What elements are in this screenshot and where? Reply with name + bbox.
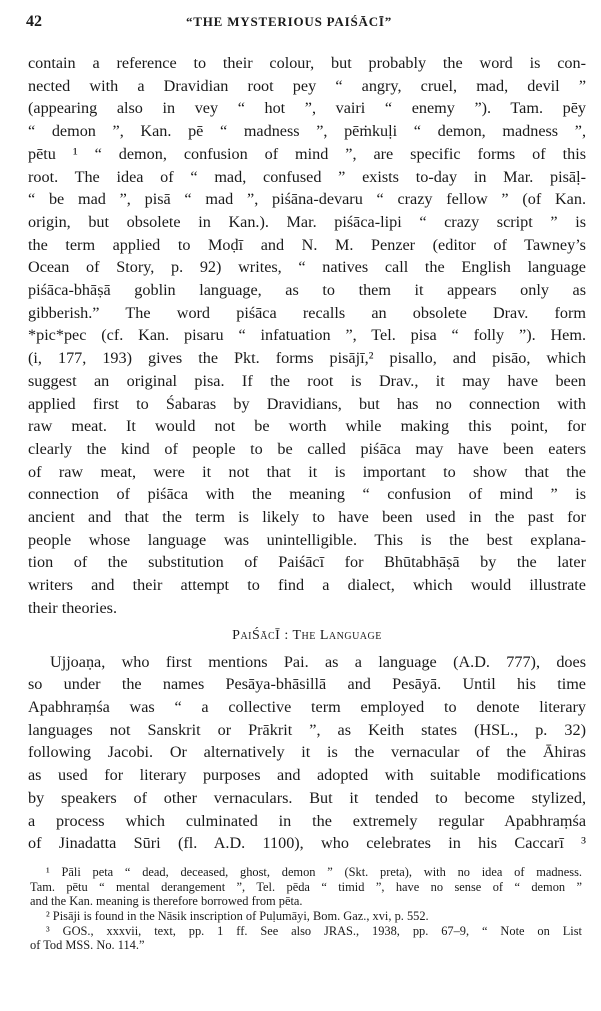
footnote-line: of Tod MSS. No. 114.”: [30, 938, 145, 953]
text-line: tion of the substitution of Paiśācī for Bhūtabhāṣā by the later: [28, 553, 586, 572]
text-line: by speakers of other vernaculars. But it tended to become stylized,: [28, 788, 586, 807]
text-line: (i, 177, 193) gives the Pkt. forms pisājī,² pisallo, and pisāo, which: [28, 349, 586, 368]
text-line: so under the names Pesāya-bhāsillā and Pesāyā. Until his time: [28, 675, 586, 694]
text-line: of Jinadatta Sūri (fl. A.D. 1100), who celebrates in his Caccarī ³: [28, 834, 586, 853]
main-text: [24, 52, 590, 953]
text-line: languages not Sanskrit or Prākrit ”, as Keith states (HSL., p. 32): [28, 720, 586, 739]
text-line: nected with a Dravidian root pey “ angry, cruel, mad, devil ”: [28, 76, 586, 95]
text-line: Apabhraṃśa was “ a collective term employed to denote literary: [28, 697, 586, 716]
text-line: a process which culminated in the extremely regular Apabhraṃśa: [28, 811, 586, 830]
text-line: Ocean of Story, p. 92) writes, “ natives call the English language: [28, 258, 586, 277]
text-line: ancient and that the term is likely to have been used in the past for: [28, 508, 586, 527]
running-title: “THE MYSTERIOUS PAIŚĀCĪ”: [186, 14, 393, 29]
paragraph-etymology: [24, 52, 590, 620]
footnote-line: ¹ Pāli peta “ dead, deceased, ghost, demon ” (Skt. preta), with no idea of madness.: [46, 864, 582, 879]
paragraph-language: [24, 651, 590, 855]
text-line: following Jacobi. Or alternatively it is the vernacular of the Āhiras: [28, 743, 586, 762]
footnote-line: ³ GOS., xxxvii, text, pp. 1 ff. See also JRAS., 1938, pp. 67–9, “ Note on List: [46, 923, 582, 938]
footnotes: [24, 865, 590, 953]
text-line: raw meat. It would not be worth while making this point, for: [28, 417, 586, 436]
text-line: “ demon ”, Kan. pē “ madness ”, pēṁkuḷi “ demon, madness ”,: [28, 122, 586, 141]
text-line: suggest an original pisa. If the root is Drav., it may have been: [28, 371, 586, 390]
text-line: contain a reference to their colour, but probably the word is con-: [28, 54, 586, 72]
section-heading: PaiŚācĪ : The Language: [232, 627, 382, 643]
text-line: “ be mad ”, pisā “ mad ”, piśāna-devaru “ crazy fellow ” (of Kan.: [28, 190, 586, 209]
text-line: the term applied to Moḍī and N. M. Penzer (editor of Tawney’s: [28, 235, 586, 254]
page-number: 42: [26, 13, 42, 30]
text-line: clearly the kind of people to be called piśāca may have been eaters: [28, 439, 586, 458]
text-line: pētu ¹ “ demon, confusion of mind ”, are specific forms of this: [28, 144, 586, 163]
running-header: [24, 10, 590, 34]
text-line: of raw meat, were it not that it is important to show that the: [28, 462, 586, 481]
book-page: [24, 10, 590, 953]
text-line: origin, but obsolete in Kan.). Mar. piśāca-lipi “ crazy script ” is: [28, 212, 586, 231]
text-line: *pic*pec (cf. Kan. pisaru “ infatuation ”, Tel. pisa “ folly ”). Hem.: [28, 326, 586, 345]
text-line: root. The idea of “ mad, confused ” exists to-day in Mar. pisāḷ-: [28, 167, 586, 186]
text-line: Ujjoaṇa, who first mentions Pai. as a language (A.D. 777), does: [50, 652, 586, 671]
text-line: connection of piśāca with the meaning “ confusion of mind ” is: [28, 485, 586, 504]
text-line: people whose language was unintelligible. This is the best explana-: [28, 530, 586, 549]
text-line: gibberish.” The word piśāca recalls an obsolete Drav. form: [28, 303, 586, 322]
footnote-line: and the Kan. meaning is therefore borrowed from pēta.: [30, 894, 303, 909]
footnote-line: Tam. pētu “ mental derangement ”, Tel. pēda “ timid ”, have no sense of “ demon ”: [30, 879, 582, 894]
text-line: their theories.: [28, 598, 117, 617]
text-line: piśāca-bhāṣā goblin language, as to them it appears only as: [28, 281, 586, 300]
text-line: as used for literary purposes and adopted with suitable modifications: [28, 766, 586, 785]
text-line: (appearing also in vey “ hot ”, vairi “ enemy ”). Tam. pēy: [28, 99, 586, 118]
text-line: applied first to Śabaras by Dravidians, but has no connection with: [28, 394, 586, 413]
text-line: writers and their attempt to find a dialect, which would illustrate: [28, 576, 586, 595]
footnote-line: ² Pisāji is found in the Nāsik inscription of Puḷumāyi, Bom. Gaz., xvi, p. 552.: [46, 909, 429, 924]
